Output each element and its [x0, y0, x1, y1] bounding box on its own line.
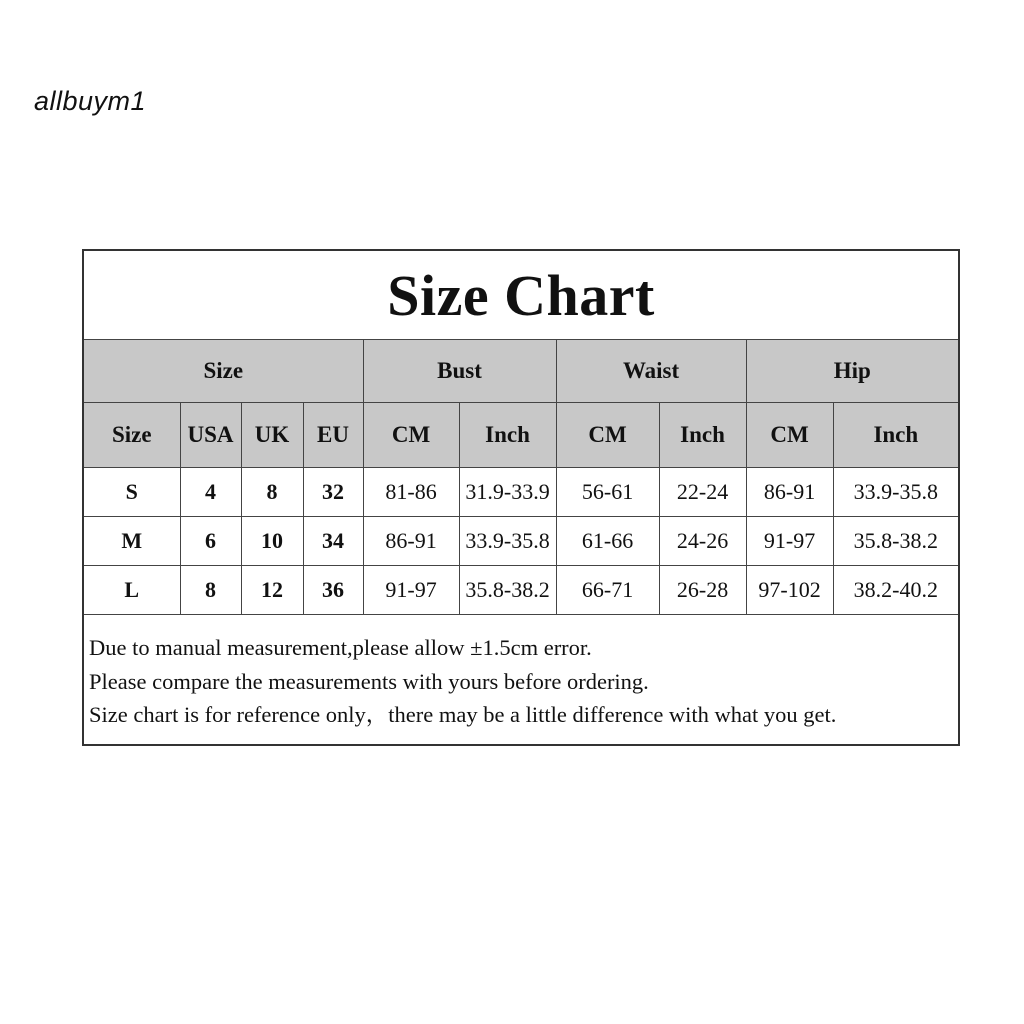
column-header: EU	[303, 403, 363, 468]
table-cell: 81-86	[363, 468, 459, 517]
table-cell: 32	[303, 468, 363, 517]
table-cell: 66-71	[556, 566, 659, 615]
column-header: USA	[180, 403, 241, 468]
table-cell: 91-97	[363, 566, 459, 615]
table-cell: 38.2-40.2	[833, 566, 958, 615]
table-cell: 97-102	[746, 566, 833, 615]
table-cell: 24-26	[659, 517, 746, 566]
table-cell: 34	[303, 517, 363, 566]
column-header: Size	[84, 403, 180, 468]
table-cell: L	[84, 566, 180, 615]
table-cell: 4	[180, 468, 241, 517]
group-header-bust: Bust	[363, 340, 556, 403]
table-cell: 22-24	[659, 468, 746, 517]
table-cell: M	[84, 517, 180, 566]
table-cell: 33.9-35.8	[833, 468, 958, 517]
table-cell: 10	[241, 517, 303, 566]
table-cell: 31.9-33.9	[459, 468, 556, 517]
size-chart	[82, 249, 960, 746]
column-header: Inch	[833, 403, 958, 468]
table-cell: 8	[241, 468, 303, 517]
table-cell: 86-91	[363, 517, 459, 566]
table-row	[84, 566, 958, 615]
note-line: Due to manual measurement,please allow ±1.5cm error.	[89, 635, 592, 660]
table-cell: 6	[180, 517, 241, 566]
column-header: Inch	[659, 403, 746, 468]
column-header: CM	[363, 403, 459, 468]
table-cell: 8	[180, 566, 241, 615]
group-header-hip: Hip	[746, 340, 958, 403]
note-line: Please compare the measurements with yours before ordering.	[89, 668, 649, 694]
table-row	[84, 517, 958, 566]
column-header: UK	[241, 403, 303, 468]
table-cell: 26-28	[659, 566, 746, 615]
table-cell: 12	[241, 566, 303, 615]
table-cell: 86-91	[746, 468, 833, 517]
note-line: Size chart is for reference only，there may be a little difference with what you get.	[89, 702, 837, 727]
column-header: CM	[556, 403, 659, 468]
group-header-waist: Waist	[556, 340, 746, 403]
chart-title: Size Chart	[84, 251, 958, 340]
group-header-row	[84, 340, 958, 403]
column-header: CM	[746, 403, 833, 468]
notes	[89, 631, 955, 732]
table-cell: 35.8-38.2	[833, 517, 958, 566]
table-cell: 35.8-38.2	[459, 566, 556, 615]
table-cell: 36	[303, 566, 363, 615]
table-cell: 33.9-35.8	[459, 517, 556, 566]
group-header-size: Size	[84, 340, 363, 403]
table-cell: S	[84, 468, 180, 517]
table-cell: 61-66	[556, 517, 659, 566]
column-header: Inch	[459, 403, 556, 468]
watermark-text: allbuym1	[34, 86, 147, 116]
table-cell: 56-61	[556, 468, 659, 517]
sub-header-row	[84, 403, 958, 468]
table-row	[84, 468, 958, 517]
table-cell: 91-97	[746, 517, 833, 566]
size-table	[84, 340, 958, 615]
